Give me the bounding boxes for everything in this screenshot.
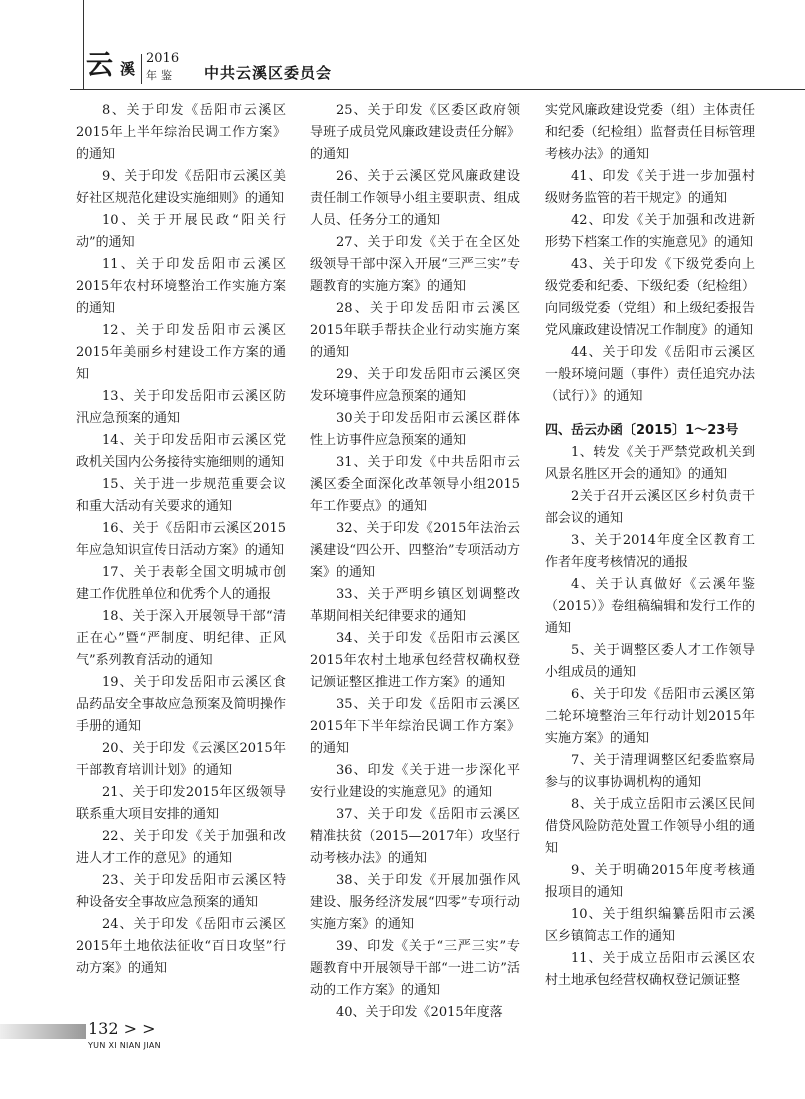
header-year: 2016 — [146, 51, 180, 66]
list-item: 12、关于印发岳阳市云溪区2015年美丽乡村建设工作方案的通知 — [76, 323, 286, 382]
list-item: 39、印发《关于“三严三实”专题教育中开展领导干部“一进二访”活动的工作方案》的通知 — [310, 939, 520, 998]
list-item: 9、关于印发《岳阳市云溪区美好社区规范化建设实施细则》的通知 — [76, 169, 286, 206]
list-item: 4、关于认真做好《云溪年鉴（2015）》卷组稿编辑和发行工作的通知 — [545, 577, 755, 636]
list-item: 38、关于印发《开展加强作风建设、服务经济发展“四零”专项行动实施方案》的通知 — [310, 873, 520, 932]
list-item: 33、关于严明乡镇区划调整改革期间相关纪律要求的通知 — [310, 587, 520, 624]
list-item: 5、关于调整区委人才工作领导小组成员的通知 — [545, 643, 755, 680]
list-item: 32、关于印发《2015年法治云溪建设“四公开、四整治”专项活动方案》的通知 — [310, 521, 520, 580]
list-item: 6、关于印发《岳阳市云溪区第二轮环境整治三年行动计划2015年实施方案》的通知 — [545, 687, 755, 746]
list-item: 15、关于进一步规范重要会议和重大活动有关要求的通知 — [76, 477, 286, 514]
list-item: 36、印发《关于进一步深化平安行业建设的实施意见》的通知 — [310, 763, 520, 800]
list-item: 19、关于印发岳阳市云溪区食品药品安全事故应急预案及简明操作手册的通知 — [76, 675, 286, 734]
list-item: 16、关于《岳阳市云溪区2015年应急知识宣传日活动方案》的通知 — [76, 521, 286, 558]
list-item: 10、关于组织编纂岳阳市云溪区乡镇简志工作的通知 — [545, 907, 755, 944]
text-column-1 — [76, 100, 286, 980]
text-column-2 — [310, 100, 520, 1024]
list-item: 29、关于印发岳阳市云溪区突发环境事件应急预案的通知 — [310, 367, 520, 404]
header-separator — [141, 54, 142, 84]
list-item: 22、关于印发《关于加强和改进人才工作的意见》的通知 — [76, 829, 286, 866]
text-column-3 — [545, 100, 755, 992]
list-item: 11、关于印发岳阳市云溪区2015年农村环境整治工作实施方案的通知 — [76, 257, 286, 316]
list-item: 44、关于印发《岳阳市云溪区一般环境问题（事件）责任追究办法（试行）》的通知 — [545, 345, 755, 404]
list-item: 2关于召开云溪区区乡村负责干部会议的通知 — [545, 489, 755, 526]
list-item: 20、关于印发《云溪区2015年干部教育培训计划》的通知 — [76, 741, 286, 778]
list-item: 30关于印发岳阳市云溪区群体性上访事件应急预案的通知 — [310, 411, 520, 448]
list-item: 3、关于2014年度全区教育工作者年度考核情况的通报 — [545, 533, 755, 570]
list-item: 25、关于印发《区委区政府领导班子成员党风廉政建设责任分解》的通知 — [310, 103, 520, 162]
header-horizontal-rule — [70, 89, 805, 90]
list-item: 35、关于印发《岳阳市云溪区2015年下半年综治民调工作方案》的通知 — [310, 697, 520, 756]
list-item: 31、关于印发《中共岳阳市云溪区委全面深化改革领导小组2015年工作要点》的通知 — [310, 455, 520, 514]
header-organization: 中共云溪区委员会 — [204, 64, 333, 82]
footer-subtitle: YUN XI NIAN JIAN — [88, 1041, 161, 1050]
page-number: 132 > > — [88, 1019, 156, 1038]
list-item: 37、关于印发《岳阳市云溪区精准扶贫（2015—2017年）攻坚行动考核办法》的通知 — [310, 807, 520, 866]
list-item: 13、关于印发岳阳市云溪区防汛应急预案的通知 — [76, 389, 286, 426]
list-item: 27、关于印发《关于在全区处级领导干部中深入开展“三严三实”专题教育的实施方案》的通知 — [310, 235, 520, 294]
list-item: 18、关于深入开展领导干部“清正在心”暨“严制度、明纪律、正风气”系列教育活动的通知 — [76, 609, 286, 668]
list-item: 41、印发《关于进一步加强村级财务监管的若干规定》的通知 — [545, 169, 755, 206]
list-item: 17、关于表彰全国文明城市创建工作优胜单位和优秀个人的通报 — [76, 565, 286, 602]
list-item: 24、关于印发《岳阳市云溪区2015年土地依法征收“百日攻坚”行动方案》的通知 — [76, 917, 286, 976]
section-heading: 四、岳云办函〔2015〕1～23号 — [545, 423, 739, 438]
list-item: 8、关于印发《岳阳市云溪区2015年上半年综治民调工作方案》的通知 — [76, 103, 286, 162]
list-item: 40、关于印发《2015年度落 — [336, 1005, 503, 1020]
logo-character-xi: 溪 — [120, 60, 136, 78]
list-item: 28、关于印发岳阳市云溪区2015年联手帮扶企业行动实施方案的通知 — [310, 301, 520, 360]
list-item: 34、关于印发《岳阳市云溪区2015年农村土地承包经营权确权登记颁证整区推进工作方案》的通知 — [310, 631, 520, 690]
list-item: 11、关于成立岳阳市云溪区农村土地承包经营权确权登记颁证整 — [545, 951, 755, 988]
list-item: 43、关于印发《下级党委向上级党委和纪委、下级纪委（纪检组）向同级党委（党组）和上级纪委报告党风廉政建设情况工作制度》的通知 — [545, 257, 755, 338]
list-item: 9、关于明确2015年度考核通报项目的通知 — [545, 863, 755, 900]
list-item: 14、关于印发岳阳市云溪区党政机关国内公务接待实施细则的通知 — [76, 433, 286, 470]
footer-gradient-bar — [0, 1024, 86, 1039]
list-item: 10、关于开展民政“阳关行动”的通知 — [76, 213, 286, 250]
header-vertical-rule — [83, 0, 84, 90]
list-item: 26、关于云溪区党风廉政建设责任制工作领导小组主要职责、组成人员、任务分工的通知 — [310, 169, 520, 228]
logo-character-yun: 云 — [86, 50, 113, 81]
list-item: 8、关于成立岳阳市云溪区民间借贷风险防范处置工作领导小组的通知 — [545, 797, 755, 856]
list-item: 42、印发《关于加强和改进新形势下档案工作的实施意见》的通知 — [545, 213, 755, 250]
header-nianjian: 年鉴 — [146, 69, 176, 82]
list-item: 23、关于印发岳阳市云溪区特种设备安全事故应急预案的通知 — [76, 873, 286, 910]
list-item: 7、关于清理调整区纪委监察局参与的议事协调机构的通知 — [545, 753, 755, 790]
list-item: 21、关于印发2015年区级领导联系重大项目安排的通知 — [76, 785, 286, 822]
list-item-continuation: 实党风廉政建设党委（组）主体责任和纪委（纪检组）监督责任目标管理考核办法》的通知 — [545, 103, 755, 162]
list-item: 1、转发《关于严禁党政机关到风景名胜区开会的通知》的通知 — [545, 445, 755, 482]
page-header — [0, 0, 805, 92]
